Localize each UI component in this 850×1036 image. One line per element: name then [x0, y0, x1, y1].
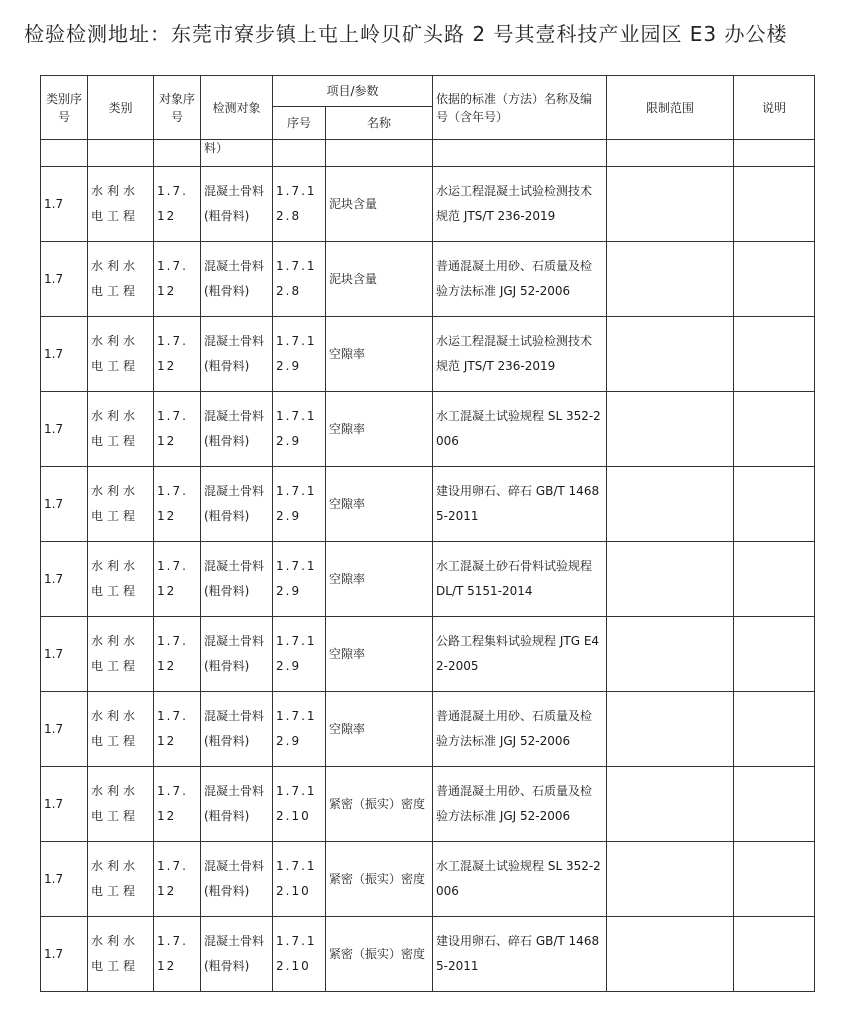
cell-object: 混凝土骨料(粗骨料): [201, 692, 273, 767]
address-line: 检验检测地址：东莞市寮步镇上屯上岭贝矿头路 2 号其壹科技产业园区 E3 办公楼: [24, 22, 788, 46]
table-row-continued: [41, 140, 815, 167]
cell-limit-range: [607, 242, 734, 317]
header-object: 检测对象: [201, 76, 273, 140]
cell-note: [734, 542, 815, 617]
cell-item-no: 1.7.12.9: [273, 692, 326, 767]
cell-category: 水利水电工程: [88, 467, 154, 542]
cell-item-name: 空隙率: [326, 467, 433, 542]
header-category: 类别: [88, 76, 154, 140]
cell-item-name: 泥块含量: [326, 242, 433, 317]
table-row: [41, 392, 815, 467]
cell-category-no: 1.7: [41, 767, 88, 842]
cell-standard: 建设用卵石、碎石 GB/T 14685-2011: [433, 467, 607, 542]
cell-standard: 水工混凝土砂石骨料试验规程 DL/T 5151-2014: [433, 542, 607, 617]
cell-limit-range: [607, 542, 734, 617]
cell-note: [734, 692, 815, 767]
cell-category-no: 1.7: [41, 242, 88, 317]
cell-category: 水利水电工程: [88, 317, 154, 392]
cell-standard: 公路工程集料试验规程 JTG E42-2005: [433, 617, 607, 692]
cell-object: 混凝土骨料(粗骨料): [201, 242, 273, 317]
cell-item-no: 1.7.12.9: [273, 317, 326, 392]
cell-item-no: 1.7.12.9: [273, 617, 326, 692]
cell-note: [734, 617, 815, 692]
cell-category: 水利水电工程: [88, 842, 154, 917]
cell-item-name: 泥块含量: [326, 167, 433, 242]
cell-note: [734, 767, 815, 842]
cell-category-no: 1.7: [41, 392, 88, 467]
cell-object: 混凝土骨料(粗骨料): [201, 617, 273, 692]
cell-empty: [273, 140, 326, 167]
accreditation-table: [40, 75, 815, 992]
cell-empty: [88, 140, 154, 167]
cell-category-no: 1.7: [41, 692, 88, 767]
cell-note: [734, 392, 815, 467]
cell-category-no: 1.7: [41, 917, 88, 992]
cell-category-no: 1.7: [41, 467, 88, 542]
cell-object: 料）: [201, 140, 273, 167]
table-row: [41, 167, 815, 242]
header-standard: 依据的标准（方法）名称及编号（含年号）: [433, 76, 607, 140]
cell-object-no: 1.7.12: [154, 842, 201, 917]
cell-note: [734, 467, 815, 542]
table-row: [41, 692, 815, 767]
cell-limit-range: [607, 917, 734, 992]
table-row: [41, 767, 815, 842]
cell-object-no: 1.7.12: [154, 542, 201, 617]
cell-limit-range: [607, 692, 734, 767]
cell-note: [734, 917, 815, 992]
header-object-no: 对象序号: [154, 76, 201, 140]
table-row: [41, 542, 815, 617]
cell-standard: 建设用卵石、碎石 GB/T 14685-2011: [433, 917, 607, 992]
cell-item-no: 1.7.12.9: [273, 542, 326, 617]
cell-item-name: 空隙率: [326, 317, 433, 392]
cell-item-name: 紧密（振实）密度: [326, 842, 433, 917]
header-item-no: 序号: [273, 107, 326, 140]
cell-standard: 普通混凝土用砂、石质量及检验方法标准 JGJ 52-2006: [433, 242, 607, 317]
table-row: [41, 617, 815, 692]
table-row: [41, 242, 815, 317]
cell-object: 混凝土骨料(粗骨料): [201, 542, 273, 617]
cell-item-name: 紧密（振实）密度: [326, 767, 433, 842]
cell-standard: 普通混凝土用砂、石质量及检验方法标准 JGJ 52-2006: [433, 692, 607, 767]
cell-standard: 水运工程混凝土试验检测技术规范 JTS/T 236-2019: [433, 317, 607, 392]
cell-note: [734, 242, 815, 317]
cell-standard: 普通混凝土用砂、石质量及检验方法标准 JGJ 52-2006: [433, 767, 607, 842]
header-limit-range: 限制范围: [607, 76, 734, 140]
cell-object-no: 1.7.12: [154, 317, 201, 392]
table-row: [41, 917, 815, 992]
cell-object-no: 1.7.12: [154, 617, 201, 692]
cell-item-no: 1.7.12.10: [273, 842, 326, 917]
table-header-row: [41, 76, 815, 107]
cell-item-no: 1.7.12.10: [273, 767, 326, 842]
cell-object-no: 1.7.12: [154, 167, 201, 242]
cell-item-no: 1.7.12.8: [273, 242, 326, 317]
cell-object: 混凝土骨料(粗骨料): [201, 767, 273, 842]
cell-note: [734, 167, 815, 242]
cell-object: 混凝土骨料(粗骨料): [201, 392, 273, 467]
table-row: [41, 317, 815, 392]
header-note: 说明: [734, 76, 815, 140]
cell-category: 水利水电工程: [88, 692, 154, 767]
cell-item-no: 1.7.12.8: [273, 167, 326, 242]
cell-category: 水利水电工程: [88, 167, 154, 242]
cell-category-no: 1.7: [41, 317, 88, 392]
cell-item-no: 1.7.12.10: [273, 917, 326, 992]
cell-limit-range: [607, 467, 734, 542]
cell-category: 水利水电工程: [88, 542, 154, 617]
cell-category: 水利水电工程: [88, 242, 154, 317]
cell-object-no: 1.7.12: [154, 692, 201, 767]
cell-category-no: 1.7: [41, 617, 88, 692]
cell-empty: [326, 140, 433, 167]
cell-category-no: 1.7: [41, 842, 88, 917]
cell-object-no: 1.7.12: [154, 392, 201, 467]
cell-category: 水利水电工程: [88, 917, 154, 992]
cell-empty: [734, 140, 815, 167]
cell-item-name: 空隙率: [326, 542, 433, 617]
cell-object: 混凝土骨料(粗骨料): [201, 842, 273, 917]
cell-object-no: 1.7.12: [154, 917, 201, 992]
cell-object-no: 1.7.12: [154, 242, 201, 317]
cell-item-name: 空隙率: [326, 392, 433, 467]
header-item-param: 项目/参数: [273, 76, 433, 107]
cell-limit-range: [607, 617, 734, 692]
cell-category: 水利水电工程: [88, 392, 154, 467]
page-header: [24, 20, 824, 48]
cell-category: 水利水电工程: [88, 617, 154, 692]
cell-category-no: 1.7: [41, 542, 88, 617]
cell-note: [734, 842, 815, 917]
header-category-no: 类别序号: [41, 76, 88, 140]
cell-item-name: 紧密（振实）密度: [326, 917, 433, 992]
cell-empty: [154, 140, 201, 167]
cell-note: [734, 317, 815, 392]
cell-item-name: 空隙率: [326, 617, 433, 692]
cell-limit-range: [607, 167, 734, 242]
cell-limit-range: [607, 842, 734, 917]
cell-standard: 水工混凝土试验规程 SL 352-2006: [433, 392, 607, 467]
cell-item-no: 1.7.12.9: [273, 392, 326, 467]
cell-object: 混凝土骨料(粗骨料): [201, 317, 273, 392]
cell-item-name: 空隙率: [326, 692, 433, 767]
cell-object: 混凝土骨料(粗骨料): [201, 467, 273, 542]
cell-object: 混凝土骨料(粗骨料): [201, 167, 273, 242]
cell-category: 水利水电工程: [88, 767, 154, 842]
cell-item-no: 1.7.12.9: [273, 467, 326, 542]
cell-empty: [41, 140, 88, 167]
cell-standard: 水运工程混凝土试验检测技术规范 JTS/T 236-2019: [433, 167, 607, 242]
cell-limit-range: [607, 767, 734, 842]
cell-limit-range: [607, 392, 734, 467]
table-row: [41, 842, 815, 917]
cell-limit-range: [607, 317, 734, 392]
cell-empty: [607, 140, 734, 167]
cell-object-no: 1.7.12: [154, 467, 201, 542]
cell-empty: [433, 140, 607, 167]
cell-category-no: 1.7: [41, 167, 88, 242]
cell-object: 混凝土骨料(粗骨料): [201, 917, 273, 992]
header-item-name: 名称: [326, 107, 433, 140]
table-row: [41, 467, 815, 542]
cell-object-no: 1.7.12: [154, 767, 201, 842]
cell-standard: 水工混凝土试验规程 SL 352-2006: [433, 842, 607, 917]
